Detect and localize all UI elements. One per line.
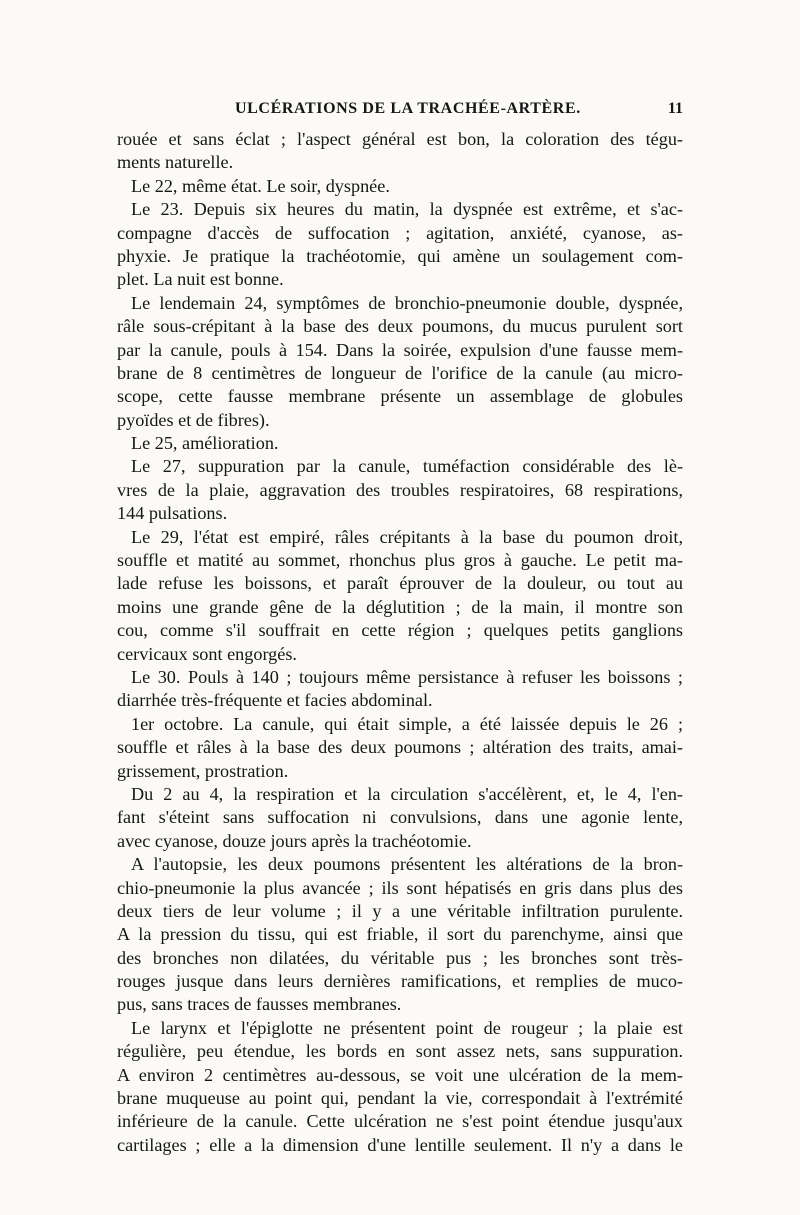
text-line: des bronches non dilatées, du véritable pus ; les bronches sont très- [117,947,683,968]
page-header [117,100,683,124]
text-line: Du 2 au 4, la respiration et la circulation s'accélèrent, et, le 4, l'en- [131,783,683,804]
text-line: A la pression du tissu, qui est friable, il sort du parenchyme, ainsi que [117,924,683,945]
text-line: scope, cette fausse membrane présente un assemblage de globules [117,386,683,407]
text-line: Le 25, amélioration. [131,433,279,454]
text-line: Le 27, suppuration par la canule, tuméfaction considérable des lè- [131,456,683,477]
text-line: cou, comme s'il souffrait en cette région ; quelques petits ganglions [117,620,683,641]
text-line: régulière, peu étendue, les bords en sont assez nets, sans suppuration. [117,1041,683,1062]
text-line: brane de 8 centimètres de longueur de l'orifice de la canule (au micro- [117,362,683,383]
text-line: rouée et sans éclat ; l'aspect général est bon, la coloration des tégu- [117,129,683,149]
text-line: Le 22, même état. Le soir, dyspnée. [131,175,390,196]
text-line: deux tiers de leur volume ; il y a une véritable infiltration purulente. [117,900,683,921]
text-line: cartilages ; elle a la dimension d'une lentille seulement. Il n'y a dans le [117,1134,683,1155]
text-line: diarrhée très-fréquente et facies abdominal. [117,690,433,711]
text-line: avec cyanose, douze jours après la trachéotomie. [117,830,472,851]
text-line: rouges jusque dans leurs dernières ramifications, et remplies de muco- [117,971,683,992]
text-line: grissement, prostration. [117,760,289,781]
text-line: Le 23. Depuis six heures du matin, la dyspnée est extrême, et s'ac- [131,199,683,220]
text-line: fant s'éteint sans suffocation ni convulsions, dans une agonie lente, [117,807,683,828]
text-line: plet. La nuit est bonne. [117,269,284,290]
text-line: A environ 2 centimètres au-dessous, se voit une ulcération de la mem- [117,1064,683,1085]
text-line: souffle et matité au sommet, rhonchus plus gros à gauche. Le petit ma- [117,550,683,571]
page-number: 11 [667,100,683,117]
text-line: brane muqueuse au point qui, pendant la vie, correspondait à l'extrémité [117,1088,683,1109]
text-line: râle sous-crépitant à la base des deux poumons, du mucus purulent sort [117,316,683,337]
text-line: Le lendemain 24, symptômes de bronchio-pneumonie double, dyspnée, [131,292,683,313]
text-line: cervicaux sont engorgés. [117,643,297,664]
text-line: souffle et râles à la base des deux poumons ; altération des traits, amai- [117,737,683,758]
text-line: phyxie. Je pratique la trachéotomie, qui amène un soulagement com- [117,245,683,266]
text-line: pyoïdes et de fibres). [117,409,270,430]
text-line: inférieure de la canule. Cette ulcération ne s'est point étendue jusqu'aux [117,1111,683,1132]
text-line: Le 29, l'état est empiré, râles crépitants à la base du poumon droit, [131,526,683,547]
text-line: vres de la plaie, aggravation des troubles respiratoires, 68 respirations, [117,479,683,500]
text-line: chio-pneumonie la plus avancée ; ils sont hépatisés en gris dans plus des [117,877,683,898]
text-line: moins une grande gêne de la déglutition ; de la main, il montre son [117,596,683,617]
text-line: A l'autopsie, les deux poumons présentent les altérations de la bron- [131,854,683,875]
text-line: 1er octobre. La canule, qui était simple, a été laissée depuis le 26 ; [131,713,683,734]
body-text [117,128,683,1157]
text-line: lade refuse les boissons, et paraît éprouver de la douleur, ou tout au [117,573,683,594]
text-line: Le 30. Pouls à 140 ; toujours même persistance à refuser les boissons ; [131,666,683,687]
text-line: par la canule, pouls à 154. Dans la soirée, expulsion d'une fausse mem- [117,339,683,360]
text-line: Le larynx et l'épiglotte ne présentent point de rougeur ; la plaie est [131,1017,683,1038]
text-line: pus, sans traces de fausses membranes. [117,994,402,1015]
text-line: compagne d'accès de suffocation ; agitation, anxiété, cyanose, as- [117,222,683,243]
text-line: ments naturelle. [117,152,234,173]
text-line: 144 pulsations. [117,503,228,524]
running-title: ULCÉRATIONS DE LA TRACHÉE-ARTÈRE. [235,100,581,117]
